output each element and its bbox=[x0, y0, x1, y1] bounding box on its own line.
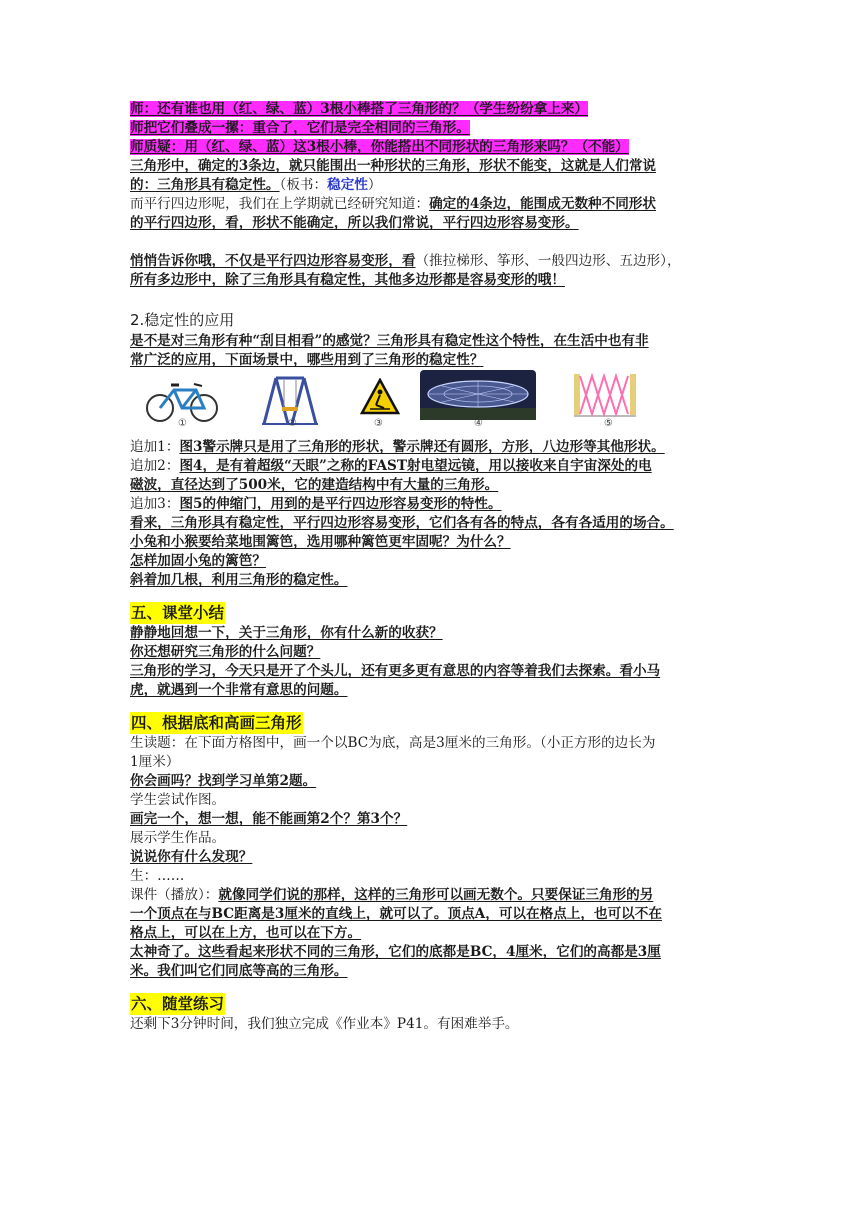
paragraph-line: 而平行四边形呢，我们在上学期就已经研究知道：确定的4条边，能围成无数种不同形状 bbox=[130, 196, 657, 212]
paragraph-line: 你还想研究三角形的什么问题？ bbox=[130, 644, 321, 660]
paragraph-line: 虎，就遇到一个非常有意思的问题。 bbox=[130, 682, 348, 698]
warning-sign-icon bbox=[360, 378, 400, 416]
paragraph-line: 学生尝试作图。 bbox=[130, 792, 226, 808]
paragraph-line: 生：…… bbox=[130, 868, 185, 884]
paragraph-line: 所有多边形中，除了三角形具有稳定性，其他多边形都是容易变形的哦！ bbox=[130, 272, 565, 288]
paragraph-line: 三角形中，确定的3条边，就只能围出一种形状的三角形，形状不能变，这就是人们常说 bbox=[130, 158, 657, 174]
section-heading: 四、根据底和高画三角形 bbox=[131, 714, 302, 732]
paragraph-line: 生读题：在下面方格图中，画一个以BC为底，高是3厘米的三角形。（小正方形的边长为 bbox=[130, 735, 656, 751]
paragraph-line: 太神奇了。这些看起来形状不同的三角形，它们的底都是BC，4厘米，它们的高都是3厘 bbox=[130, 944, 661, 960]
paragraph-line: 磁波，直径达到了500米，它的建造结构中有大量的三角形。 bbox=[130, 477, 499, 493]
paragraph-line: 的：三角形具有稳定性。（板书：稳定性） bbox=[130, 177, 382, 193]
paragraph-line: 还剩下3分钟时间，我们独立完成《作业本》P41。有困难举手。 bbox=[130, 1016, 519, 1032]
telescopic-gate-icon bbox=[570, 368, 640, 420]
subsection-heading: 2.稳定性的应用 bbox=[130, 311, 235, 329]
bicycle-icon bbox=[144, 374, 220, 424]
paragraph-line: 一个顶点在与BC距离是3厘米的直线上，就可以了。顶点A，可以在格点上，也可以不在 bbox=[130, 906, 662, 922]
paragraph-line: 你会画吗？找到学习单第2题。 bbox=[130, 773, 317, 789]
paragraph-line: 斜着加几根，利用三角形的稳定性。 bbox=[130, 572, 348, 588]
application-pictures: ① ② ③ ④ ⑤ bbox=[130, 374, 736, 436]
addition-3: 追加3：图5的伸缩门，用到的是平行四边形容易变形的特性。 bbox=[130, 496, 502, 512]
paragraph-line: 展示学生作品。 bbox=[130, 830, 226, 846]
paragraph-line: 静静地回想一下，关于三角形，你有什么新的收获？ bbox=[130, 625, 443, 641]
fast-telescope-icon bbox=[420, 370, 536, 420]
teacher-line-1: 师：还有谁也用（红、绿、蓝）3根小棒搭了三角形的？（学生纷纷拿上来） bbox=[130, 101, 589, 117]
addition-1: 追加1：图3警示牌只是用了三角形的形状，警示牌还有圆形，方形，八边形等其他形状。 bbox=[130, 439, 665, 455]
paragraph-line: 是不是对三角形有种“刮目相看”的感觉？三角形具有稳定性这个特性，在生活中也有非 bbox=[130, 333, 649, 349]
section-heading: 六、随堂练习 bbox=[131, 995, 225, 1013]
paragraph-line: 画完一个，想一想，能不能画第2个？第3个？ bbox=[130, 811, 408, 827]
paragraph-line: 小兔和小猴要给菜地围篱笆，选用哪种篱笆更牢固呢？为什么？ bbox=[130, 534, 511, 550]
paragraph-line: 看来，三角形具有稳定性，平行四边形容易变形，它们各有各的特点，各有各适用的场合。 bbox=[130, 515, 674, 531]
paragraph-line: 怎样加固小兔的篱笆？ bbox=[130, 553, 266, 569]
teacher-line-3: 师质疑：用（红、绿、蓝）这3根小棒，你能搭出不同形状的三角形来吗？（不能） bbox=[130, 139, 629, 155]
paragraph-line: 格点上，可以在上方，也可以在下方。 bbox=[130, 925, 362, 941]
paragraph-line: 课件（播放）：就像同学们说的那样，这样的三角形可以画无数个。只要保证三角形的另 bbox=[130, 887, 654, 903]
paragraph-line: 的平行四边形，看，形状不能确定，所以我们常说，平行四边形容易变形。 bbox=[130, 215, 579, 231]
teacher-line-2: 师把它们叠成一摞：重合了，它们是完全相同的三角形。 bbox=[130, 120, 470, 136]
paragraph-line: 悄悄告诉你哦，不仅是平行四边形容易变形，看（推拉梯形、筝形、一般四边形、五边形）， bbox=[130, 253, 681, 269]
document-page bbox=[130, 100, 736, 1034]
addition-2: 追加2：图4，是有着超级“天眼”之称的FAST射电望远镜，用以接收来自宇宙深处的电 bbox=[130, 458, 652, 474]
section-heading: 五、课堂小结 bbox=[131, 604, 225, 622]
board-note: 稳定性 bbox=[327, 177, 368, 193]
paragraph-line: 常广泛的应用，下面场景中，哪些用到了三角形的稳定性？ bbox=[130, 352, 484, 368]
paragraph-line: 1厘米） bbox=[130, 754, 180, 770]
paragraph-line: 三角形的学习，今天只是开了个头儿，还有更多更有意思的内容等着我们去探索。看小马 bbox=[130, 663, 661, 679]
paragraph-line: 说说你有什么发现？ bbox=[130, 849, 253, 865]
paragraph-line: 米。我们叫它们同底等高的三角形。 bbox=[130, 963, 348, 979]
